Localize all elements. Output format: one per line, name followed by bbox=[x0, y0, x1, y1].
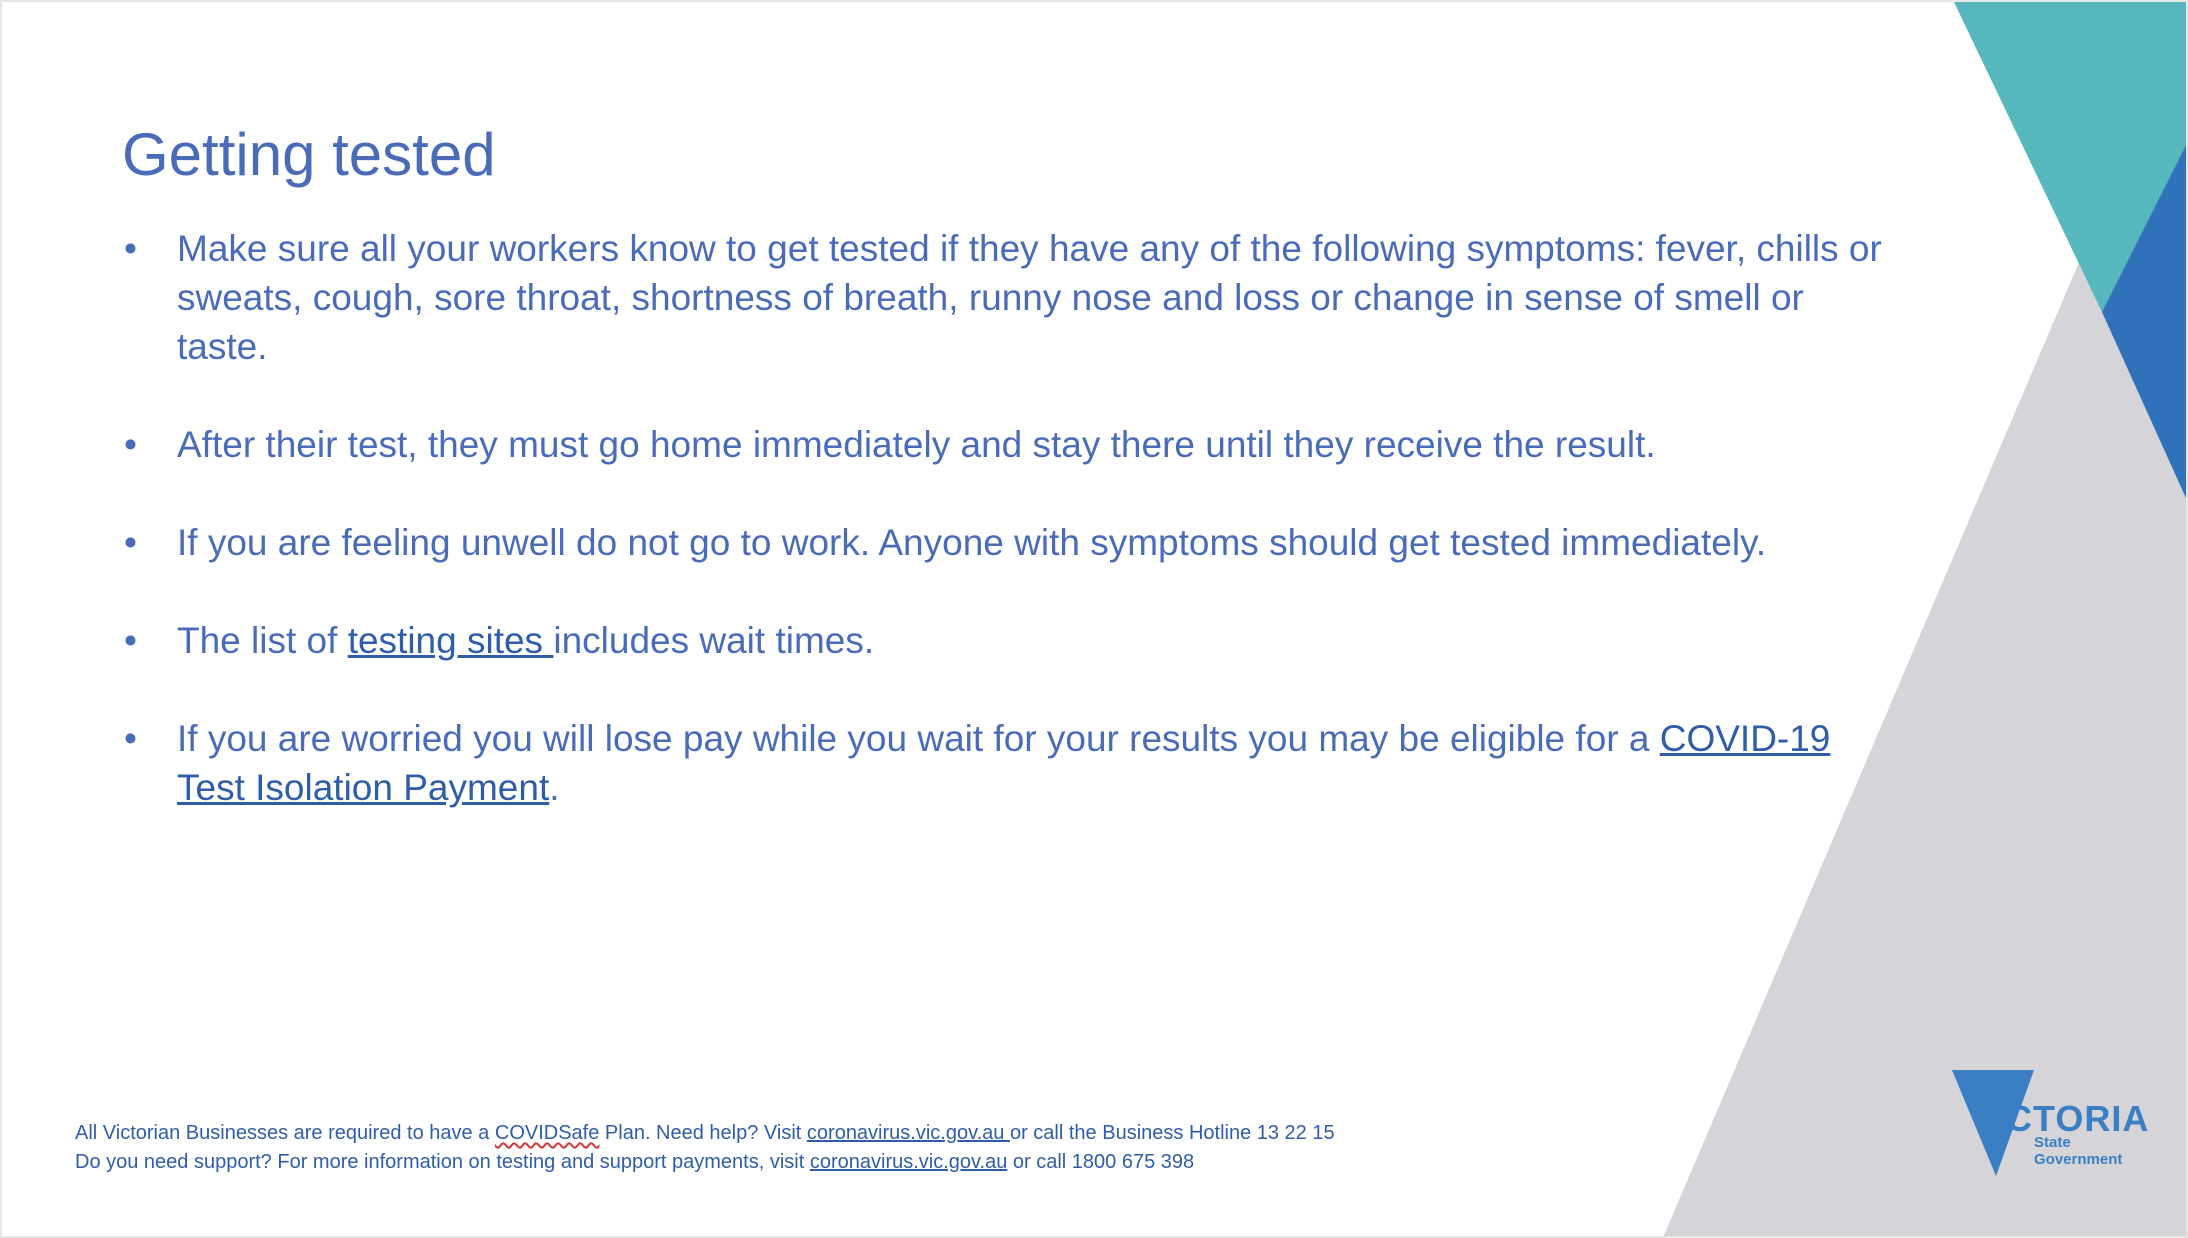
test-isolation-payment-link[interactable]: COVID-19 Test Isolation Payment bbox=[177, 718, 1831, 808]
bullet-list bbox=[122, 224, 1892, 861]
bullet-text: Make sure all your workers know to get tested if they have any of the following symptoms: fever, chills or sweats, cough, sore throat, shortness of breath, runny nose and loss or change in sense of smell or taste. bbox=[177, 228, 1882, 367]
footer-text: Plan. Need help? Visit bbox=[599, 1122, 807, 1144]
bullet-text-pre: The list of bbox=[177, 620, 348, 661]
footer bbox=[75, 1119, 1335, 1177]
logo-wordmark: VICTORIA bbox=[1970, 1098, 2150, 1139]
bullet-dot: • bbox=[124, 228, 137, 269]
footer-line-2 bbox=[75, 1148, 1335, 1177]
bullet-dot: • bbox=[124, 424, 137, 465]
covidsafe-term: COVIDSafe bbox=[494, 1122, 600, 1144]
coronavirus-site-link[interactable]: coronavirus.vic.gov.au bbox=[806, 1122, 1010, 1144]
bullet-text: If you are feeling unwell do not go to work. Anyone with symptoms should get tested immediately. bbox=[177, 522, 1767, 563]
bullet-item bbox=[122, 420, 1892, 469]
bullet-dot: • bbox=[124, 620, 137, 661]
footer-text: All Victorian Businesses are required to have a bbox=[75, 1122, 495, 1144]
testing-sites-link[interactable]: testing sites bbox=[347, 620, 554, 661]
bullet-text-pre: If you are worried you will lose pay while you wait for your results you may be eligible for a bbox=[177, 718, 1660, 759]
logo-subtitle bbox=[2034, 1134, 2122, 1168]
logo-subtitle-line: State bbox=[2034, 1134, 2071, 1151]
bullet-dot: • bbox=[124, 522, 137, 563]
bullet-item bbox=[122, 518, 1892, 567]
bullet-item bbox=[122, 616, 1892, 665]
logo-subtitle-line: Government bbox=[2034, 1151, 2123, 1168]
coronavirus-site-link[interactable]: coronavirus.vic.gov.au bbox=[809, 1151, 1008, 1173]
slide-title: Getting tested bbox=[122, 121, 496, 188]
bullet-text-post: . bbox=[549, 767, 560, 808]
footer-text: Do you need support? For more information on testing and support payments, visit bbox=[75, 1151, 810, 1173]
footer-text: or call 1800 675 398 bbox=[1007, 1151, 1195, 1173]
footer-text: or call the Business Hotline 13 22 15 bbox=[1009, 1122, 1335, 1144]
footer-line-1 bbox=[75, 1119, 1335, 1148]
bullet-item bbox=[122, 714, 1892, 812]
bullet-item bbox=[122, 224, 1892, 371]
bullet-text-post: includes wait times. bbox=[553, 620, 875, 661]
bullet-dot: • bbox=[124, 718, 137, 759]
bullet-text: After their test, they must go home immediately and stay there until they receive the result. bbox=[177, 424, 1656, 465]
